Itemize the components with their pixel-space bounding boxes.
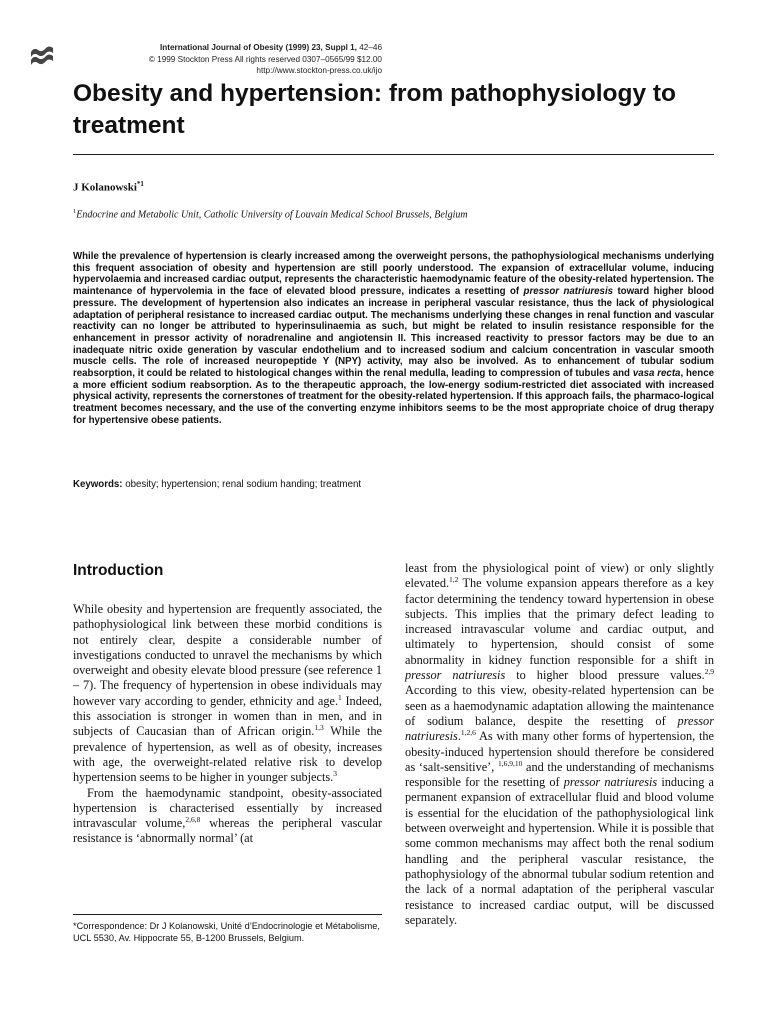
citation-ref: 1,6,9,10 — [497, 758, 523, 768]
correspondence-footnote: *Correspondence: Dr J Kolanowski, Unité d’Endocrinologie et Métabolisme, UCL 5530, Av. Hippocrate 55, B-1200 Brussels, Belgium. — [73, 921, 380, 943]
journal-name: International Journal of Obesity (1999) 23, Suppl 1, — [159, 43, 357, 52]
abstract-italic-term: pressor natriuresis — [523, 286, 614, 298]
body-paragraph — [405, 561, 714, 928]
body-text: As with many other forms of hypertension, the obesity-induced hypertension should therefore be considered as ‘salt-sensitive’, — [405, 729, 714, 774]
stockton-press-logo-icon — [30, 44, 54, 66]
author-marks: *1 — [136, 180, 144, 188]
citation-ref: 1 — [338, 692, 342, 702]
section-heading-introduction: Introduction — [73, 562, 164, 579]
author-affiliation — [73, 208, 713, 220]
keywords — [73, 479, 714, 490]
citation-ref: 2,6,8 — [185, 815, 201, 825]
body-text: inducing a permanent expansion of extracellular fluid and blood volume is essential for the elucidation of the pathophysiological link between overweight and hypertension. While it is possible that some common mechanisms may affect both the renal sodium handling and the peripheral vascular resistance, the pathophysiology of the abnormal tubular sodium retention and the lack of a normal adaptation of the peripheral vascular resistance to increased cardiac output, will be discussed separately. — [405, 775, 714, 927]
citation-ref: 1,2,6 — [460, 728, 476, 738]
italic-term: pressor natriuresis — [405, 713, 714, 744]
citation-ref: 1,2 — [449, 575, 459, 585]
keywords-list: obesity; hypertension; renal sodium handing; treatment — [122, 479, 362, 490]
body-text: While obesity and hypertension are frequently associated, the pathophysiological link between these morbid conditions is not entirely clear, despite a considerable number of investigations conducted to unravel the mechanisms by which overweight and obesity elevate blood pressure (see reference 1 – 7). The frequency of hypertension in obese individuals may however vary according to gender, ethnicity and age. — [73, 602, 382, 708]
body-paragraph — [73, 786, 382, 847]
journal-header — [90, 42, 382, 77]
body-text: and the understanding of mechanisms responsible for the resetting of — [405, 759, 714, 790]
column-left — [73, 602, 382, 847]
citation-ref: 3 — [333, 769, 337, 779]
body-text: least from the physiological point of view) or only slightly elevated. — [405, 561, 714, 591]
abstract — [73, 251, 714, 427]
body-paragraph — [73, 602, 382, 786]
body-text: . — [457, 729, 461, 744]
italic-term: pressor natriuresis — [563, 775, 658, 790]
article-title: Obesity and hypertension: from pathophysiology to treatment — [73, 80, 677, 139]
column-right — [405, 561, 714, 928]
body-text: From the haemodynamic standpoint, obesity-associated hypertension is characterised essentially by increased intravascular volume, — [73, 785, 382, 831]
journal-citation — [90, 42, 382, 54]
citation-ref: 2,9 — [704, 666, 714, 676]
body-text: While the prevalence of hypertension, as well as of obesity, increases with age, the overweight-related relative risk to develop hypertension seems to be higher in younger subjects. — [73, 724, 382, 785]
body-text: Indeed, this association is stronger in women than in men, and in subjects of Caucasian than of African origin. — [73, 693, 382, 739]
copyright-line: © 1999 Stockton Press All rights reserved 0307–0565/99 $12.00 — [148, 54, 382, 64]
body-text: whereas the peripheral vascular resistance is ‘abnormally normal’ (at — [73, 816, 382, 846]
body-text: The volume expansion appears therefore as a key factor determining the tendency toward hypertension in obese subjects. This implies that the primary defect leading to increased intravascular volume and cardiac output, and ultimately to hypertension, should consist of some abnormality in kidney function responsible for a shift in — [405, 576, 714, 667]
body-text: to higher blood pressure values. — [505, 668, 705, 683]
keywords-label: Keywords: — [73, 479, 123, 490]
title-divider — [73, 154, 714, 155]
footnote-divider — [73, 914, 382, 915]
author-line — [73, 180, 144, 194]
abstract-text: , hence a more efficient sodium reabsorption. As to the therapeutic approach, the low-energy sodium-restricted diet associated with increased physical activity, represents the cornerstones of treatment for the obesity-related hypertension. If this approach fails, the pharmaco-logical treatment becomes necessary, and the use of the converting enzyme inhibitors seems to be the most appropriate choice of drug therapy for hypertensive obese patients. — [73, 368, 715, 426]
italic-term: pressor natriuresis — [405, 668, 506, 683]
journal-url[interactable]: http://www.stockton-press.co.uk/ijo — [256, 66, 382, 75]
affiliation-mark: 1 — [73, 208, 77, 215]
abstract-italic-term: vasa recta — [632, 368, 681, 380]
affiliation-text: Endocrine and Metabolic Unit, Catholic University of Louvain Medical School Brussels, Belgium — [76, 209, 468, 221]
body-text: According to this view, obesity-related hypertension can be seen as a haemodynamic adaptation allowing the maintenance of sodium balance, despite the resetting of — [405, 683, 714, 728]
abstract-text: toward higher blood pressure. The development of hypertension also indicates an increase in peripheral vascular resistance, thus the lack of physiological adaptation of peripheral resistance to increased cardiac output. The mechanisms underlying these changes in renal function and vascular reactivity can no longer be attributed to hyperinsulinaemia as such, but might be related to insulin resistance responsible for the enhancement in pressor activity of noradrenaline and angiotensin II. This increased reactivity to pressor factors may be due to an inadequate nitric oxide generation by vascular endothelium and to increased sodium and calcium concentration in vascular smooth muscle cells. The role of increased neuropeptide Y (NPY) activity, may also be involved. As to enhancement of tubular sodium reabsorption, it could be related to histological changes within the renal medulla, leading to compression of tubules and — [73, 286, 715, 380]
author-name: J Kolanowski — [73, 181, 137, 194]
abstract-text: While the prevalence of hypertension is clearly increased among the overweight persons, the pathophysiological mechanisms underlying this frequent association of obesity and hypertension are still poorly understood. The expansion of extracellular volume, inducing hypervolaemia and increased cardiac output, represents the characteristic haemodynamic feature of the obesity-related hypertension. The maintenance of hypervolemia in the face of elevated blood pressure, indicates a resetting of — [73, 251, 714, 298]
citation-ref: 1,3 — [314, 723, 324, 733]
page-range: 42–46 — [356, 43, 382, 52]
